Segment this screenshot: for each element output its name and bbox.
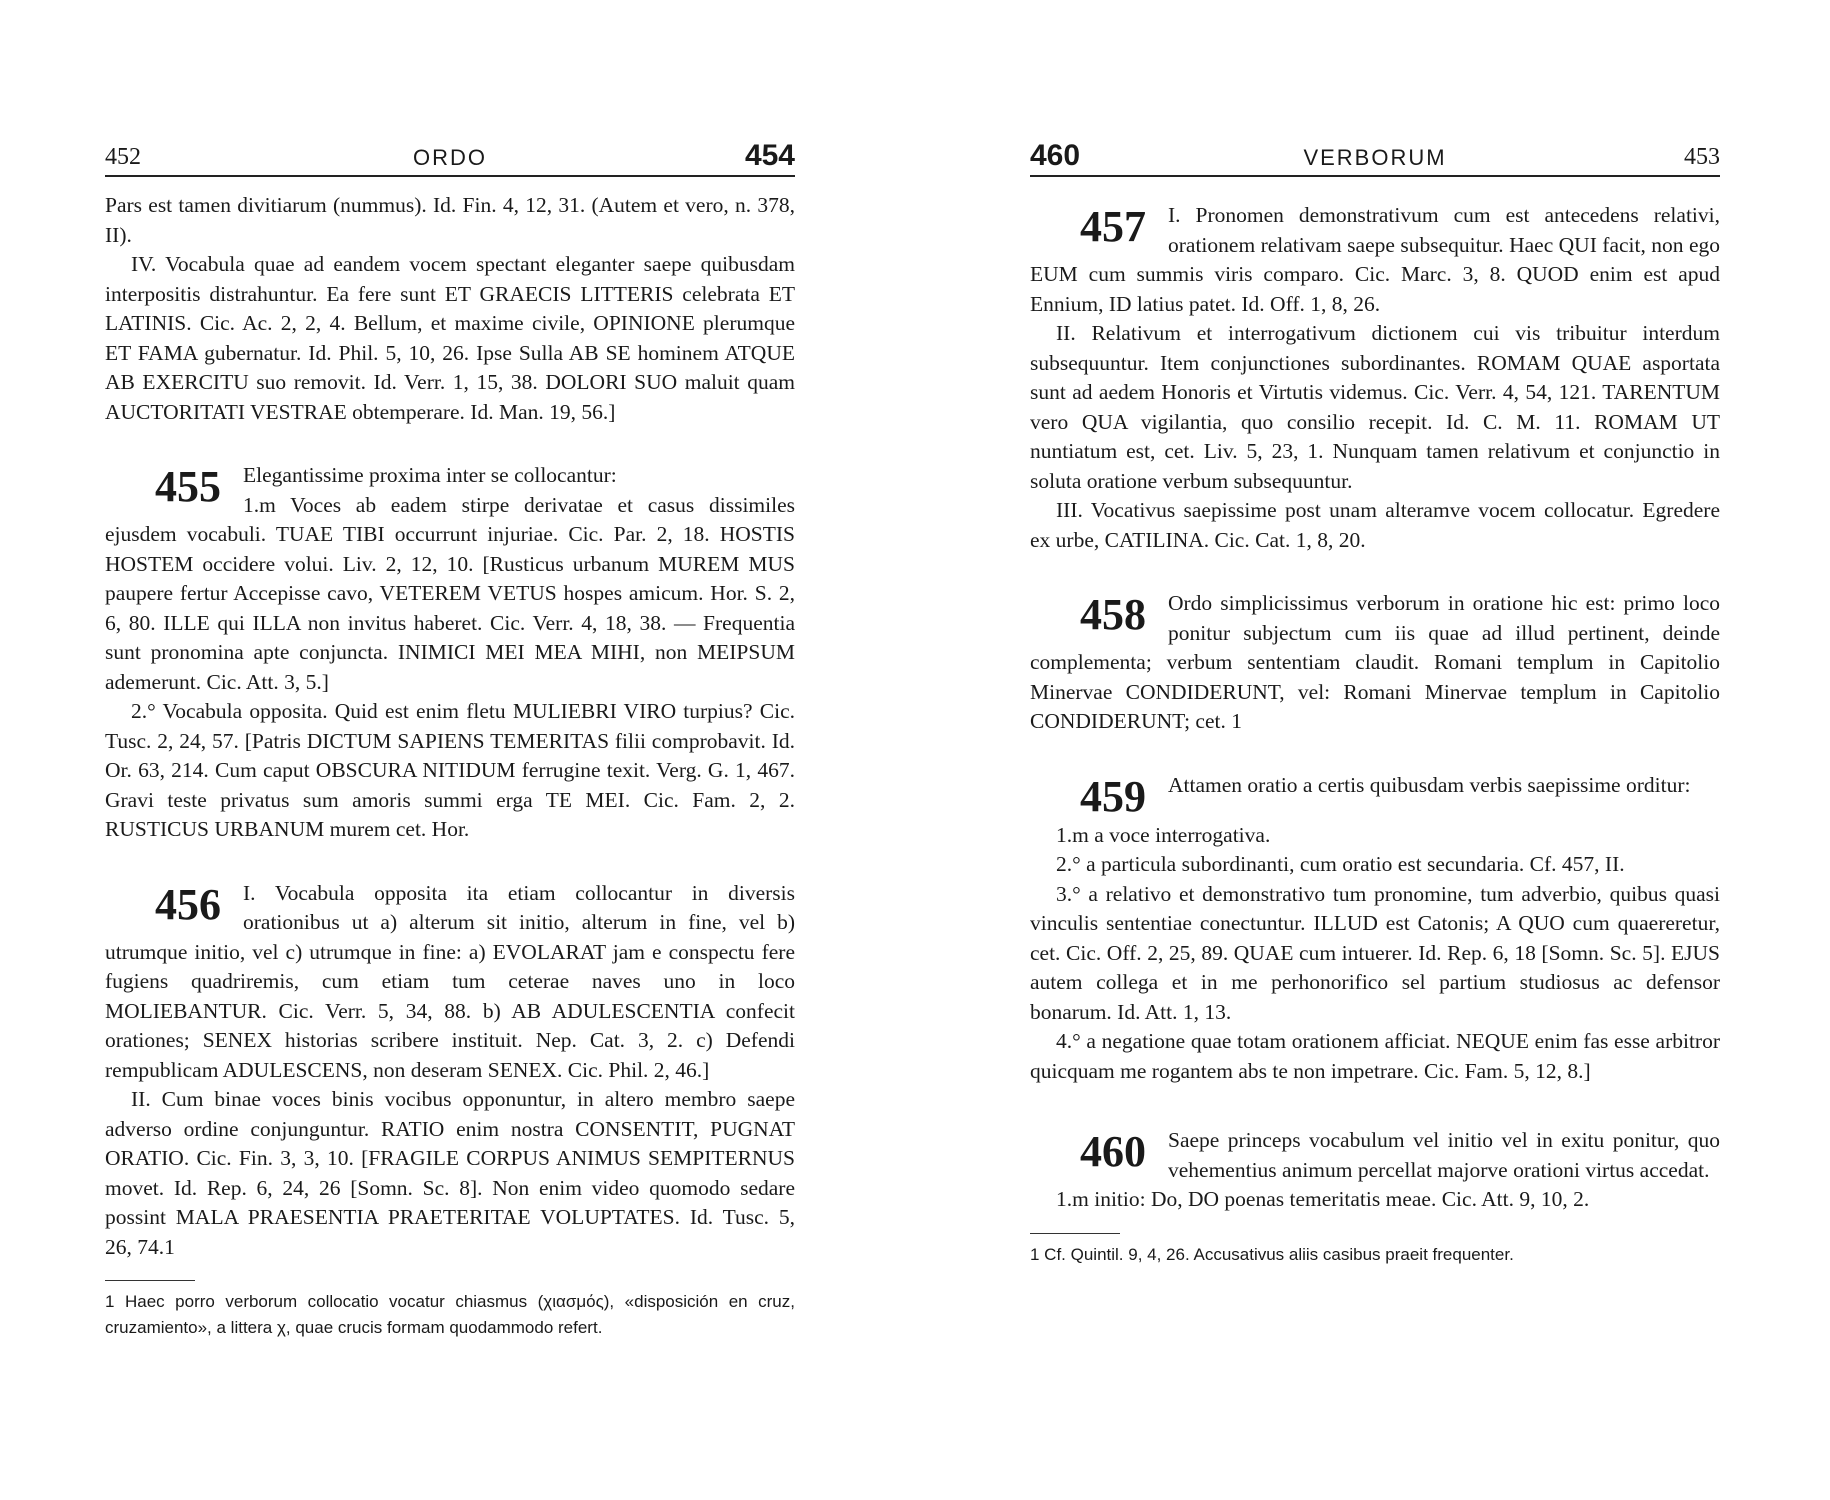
left-footnote: 1 Haec porro verborum collocatio vocatur chiasmus (χιασμός), «disposición en cruz, cruzamiento», a littera χ, quae crucis formam quodammodo refert. <box>105 1292 795 1337</box>
right-section-marker: 460 <box>1030 139 1081 172</box>
section-number: 460 <box>1080 1127 1146 1176</box>
section-intro: Attamen oratio a certis quibusdam verbis saepissime orditur: <box>1168 772 1691 797</box>
section-item-1: 1.m Voces ab eadem stirpe derivatae et casus dissimiles ejusdem vocabuli. TUAE TIBI occurrunt injuriae. Cic. Par. 2, 18. HOSTIS HOSTEM occidere volui. Liv. 2, 12, 10. [Rusticus urbanum MUREM MUS paupere fertur Accepisse cavo, VETEREM VETUS hospes amicum. Hor. S. 2, 6, 80. ILLE qui ILLA non invitus haberet. Cic. Verr. 4, 18, 38. — Frequentia sunt pronomina apte conjuncta. INIMICI MEI MEA MIHI, non MEIPSUM ademerunt. Cic. Att. 3, 5.] <box>105 492 795 694</box>
left-running-title: ORDO <box>413 145 487 170</box>
section-457 <box>1030 201 1720 555</box>
right-running-title: VERBORUM <box>1303 145 1447 170</box>
section-number: 459 <box>1080 771 1146 821</box>
footnote-rule <box>1030 1233 1120 1234</box>
section-item-1: I. Pronomen demonstrativum cum est antecedens relativi, orationem relativam saepe subsequitur. Haec QUI facit, non ego EUM cum summis viris comparo. Cic. Marc. 3, 8. QUOD enim est apud Ennium, ID latius patet. Id. Off. 1, 8, 26. <box>1030 203 1720 316</box>
section-item-3: 3.° a relativo et demonstrativo tum pronomine, tum adverbio, quibus quasi vinculis sententiae conectuntur. ILLUD est Catonis; A QUO cum quaereretur, cet. Cic. Off. 2, 25, 89. QUAE cum intuerer. Id. Rep. 6, 18 [Somn. Sc. 5]. EJUS autem collega et in me perhonorifico sel partium studiosus ac defensor bonarum. Id. Att. 1, 13. <box>1030 881 1720 1024</box>
section-item-2: II. Cum binae voces binis vocibus opponuntur, in altero membro saepe adverso ordine conjunguntur. RATIO enim nostra CONSENTIT, PUGNAT ORATIO. Cic. Fin. 3, 3, 10. [FRAGILE CORPUS ANIMUS SEMPITERNUS movet. Id. Rep. 6, 24, 26 [Somn. Sc. 8]. Non enim video quomodo sedare possint MALA PRAESENTIA PRAETERITAE VOLUPTATES. Id. Tusc. 5, 26, 74.1 <box>105 1087 795 1259</box>
section-item-3: III. Vocativus saepissime post unam alteramve vocem collocatur. Egredere ex urbe, CATILINA. Cic. Cat. 1, 8, 20. <box>1030 498 1720 552</box>
right-page-body <box>1030 177 1720 1268</box>
paragraph-iv: IV. Vocabula quae ad eandem vocem spectant eleganter saepe quibusdam interpositis distrahuntur. Ea fere sunt ET GRAECIS LITTERIS celebrata ET LATINIS. Cic. Ac. 2, 2, 4. Bellum, et maxime civile, OPINIONE plerumque ET FAMA gubernatur. Id. Phil. 5, 10, 26. Ipse Sulla AB SE hominem ATQUE AB EXERCITU suo removit. Id. Verr. 1, 15, 38. DOLORI SUO maluit quam AUCTORITATI VESTRAE obtemperare. Id. Man. 19, 56.] <box>105 252 795 424</box>
right-footnote: 1 Cf. Quintil. 9, 4, 26. Accusativus aliis casibus praeit frequenter. <box>1030 1244 1514 1264</box>
left-page <box>105 135 795 1341</box>
section-number: 457 <box>1080 202 1146 251</box>
section-item-2: II. Relativum et interrogativum dictionem cui vis tribuitur interdum subsequuntur. Item conjunctiones subordinantes. ROMAM QUAE asportata sunt ad aedem Honoris et Virtutis videmus. Cic. Verr. 4, 54, 121. TARENTUM vero QUA vigilantia, quo consilio recepit. Id. C. M. 11. ROMAM UT nuntiatum est, cet. Liv. 5, 23, 1. Nunquam tamen relativum et conjunctio in soluta oratione verbum subsequuntur. <box>1030 321 1720 493</box>
left-page-body <box>105 177 795 1341</box>
left-page-number: 452 <box>105 144 141 170</box>
section-number: 455 <box>155 462 221 511</box>
section-455 <box>105 461 795 845</box>
section-460 <box>1030 1126 1720 1215</box>
section-number: 456 <box>155 879 221 929</box>
section-456 <box>105 879 795 1263</box>
section-item-4: 4.° a negatione quae totam orationem afficiat. NEQUE enim fas esse arbitror quicquam me rogantem abs te non impetrare. Cic. Fam. 5, 12, 8.] <box>1030 1029 1720 1083</box>
right-page-number: 453 <box>1684 144 1720 170</box>
section-number: 458 <box>1080 590 1146 639</box>
left-section-marker: 454 <box>744 139 795 172</box>
left-page-header <box>105 135 795 177</box>
section-item-1: I. Vocabula opposita ita etiam collocantur in diversis orationibus ut a) alterum sit initio, alterum in fine, vel b) utrumque initio, vel c) utrumque in fine: a) EVOLARAT jam e conspectu fere fugiens quadriremis, cum etiam tum ceterae naves uno in loco MOLIEBANTUR. Cic. Verr. 5, 34, 88. b) AB ADULESCENTIA confecit orationes; SENEX historias scribere instituit. Nep. Cat. 3, 2. c) Defendi rempublicam ADULESCENS, non deseram SENEX. Cic. Phil. 2, 46.] <box>105 880 795 1082</box>
footnote-rule <box>105 1280 195 1281</box>
section-item-1: Ordo simplicissimus verborum in oratione hic est: primo loco ponitur subjectum cum iis quae ad illud pertinent, deinde complementa; verbum sententiam claudit. Romani templum in Capitolio Minervae CONDIDERUNT, vel: Romani Minervae templum in Capitolio CONDIDERUNT; cet. 1 <box>1030 591 1720 733</box>
section-intro: Saepe princeps vocabulum vel initio vel in exitu ponitur, quo vehementius animum percellat majorve orationi virtus accedat. <box>1168 1128 1720 1182</box>
continuation-paragraph: Pars est tamen divitiarum (nummus). Id. Fin. 4, 12, 31. (Autem et vero, n. 378, II). <box>105 193 795 247</box>
section-item-1: 1.m initio: Do, DO poenas temeritatis meae. Cic. Att. 9, 10, 2. <box>1056 1187 1590 1211</box>
right-page-header <box>1030 135 1720 177</box>
section-459 <box>1030 771 1720 1087</box>
section-item-2: 2.° Vocabula opposita. Quid est enim fletu MULIEBRI VIRO turpius? Cic. Tusc. 2, 24, 57. [Patris DICTUM SAPIENS TEMERITAS filii comprobavit. Id. Or. 63, 214. Cum caput OBSCURA NITIDUM ferrugine texit. Verg. G. 1, 467. Gravi teste privatus sum amoris summi erga TE MEI. Cic. Fam. 2, 2. RUSTICUS URBANUM murem cet. Hor. <box>105 699 795 841</box>
section-item-2: 2.° a particula subordinanti, cum oratio est secundaria. Cf. 457, II. <box>1056 852 1625 876</box>
section-item-1: 1.m a voce interrogativa. <box>1056 822 1271 847</box>
right-page <box>1030 135 1720 1268</box>
section-intro: Elegantissime proxima inter se collocantur: <box>243 463 617 487</box>
section-458 <box>1030 589 1720 737</box>
